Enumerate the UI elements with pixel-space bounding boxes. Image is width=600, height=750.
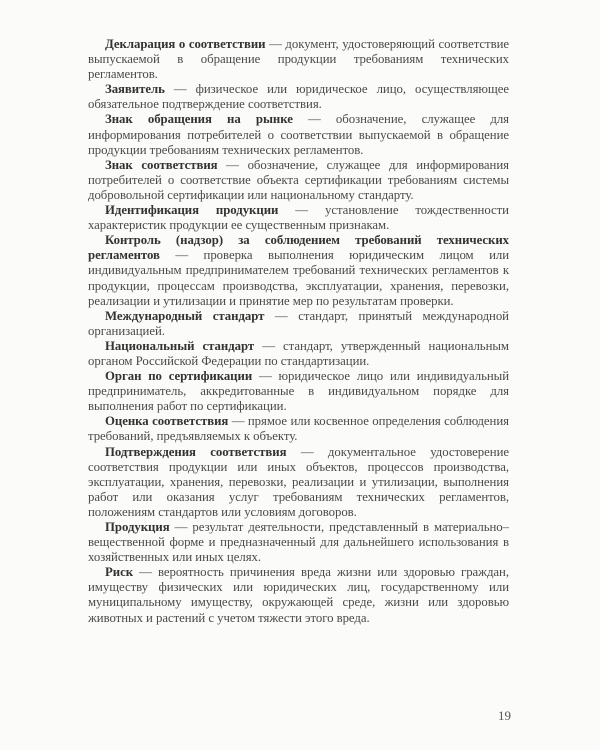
term: Знак соответствия bbox=[105, 157, 218, 172]
glossary-entry bbox=[88, 369, 509, 414]
definition: — проверка выполнения юридическим лицом или индивидуальным предпринимателем требований технических регламентов к продукции, процессам производства, эксплуатации, хранения, перевозки, реализации и утилизации и принятие мер по результатам проверки. bbox=[88, 248, 509, 308]
term: Знак обращения на рынке bbox=[105, 112, 293, 127]
glossary-entry bbox=[88, 112, 509, 157]
glossary-page bbox=[88, 37, 509, 626]
term: Риск bbox=[105, 565, 134, 580]
glossary-entry bbox=[88, 414, 509, 444]
definition: — документ, удостоверяющий соответствие выпускаемой в обращение продукции требованиям технических регламентов. bbox=[88, 37, 510, 82]
page-number: 19 bbox=[498, 708, 511, 723]
term: Оценка соответствия bbox=[105, 414, 229, 429]
definition: — вероятность причинения вреда жизни или здоровью граждан, имуществу физических или юридических лиц, государственному или муниципальному имуществу, окружающей среде, жизни или здоровью животных и растений с учетом тяжести этого вреда. bbox=[88, 565, 509, 625]
term: Международный стандарт bbox=[105, 308, 265, 323]
glossary-entry bbox=[88, 339, 509, 369]
glossary-entry bbox=[88, 309, 509, 339]
term: Идентификация продукции bbox=[105, 203, 279, 218]
term: Продукция bbox=[105, 520, 170, 534]
definition: — обозначение, служащее для информирования потребителей о соответствие объекта сертификации требованиям системы добровольной сертификации или национальному стандарту. bbox=[88, 157, 509, 202]
term: Подтверждения соответствия bbox=[105, 444, 287, 459]
definition: — обозначение, служащее для информирования потребителей о соответствии выпускаемой в обращение продукции требованиям технических регламентов. bbox=[88, 112, 509, 157]
glossary-entry bbox=[88, 203, 509, 233]
definition: — стандарт, утвержденный национальным органом Российской Федерации по стандартизации. bbox=[88, 338, 509, 368]
definition: — юридическое лицо или индивидуальный предприниматель, аккредитованные в индивидуальном порядке для выполнения работ по сертификации. bbox=[88, 369, 509, 414]
definition: — физическое или юридическое лицо, осуществляющее обязательное подтверждение соответствия. bbox=[88, 82, 509, 112]
definition: — установление тождественности характеристик продукции ее существенным признакам. bbox=[88, 203, 509, 233]
glossary-entry bbox=[88, 37, 509, 82]
glossary-entry bbox=[88, 520, 509, 565]
term: Национальный стандарт bbox=[105, 338, 255, 353]
term: Декларация о соответствии bbox=[105, 37, 266, 51]
term: Орган по сертификации bbox=[105, 369, 253, 384]
definition: — стандарт, принятый международной организацией. bbox=[88, 308, 509, 338]
term: Заявитель bbox=[105, 82, 165, 97]
glossary-entry bbox=[88, 82, 509, 112]
glossary-entry bbox=[88, 565, 509, 625]
glossary-entry bbox=[88, 233, 509, 308]
definition: — результат деятельности, представленный в материально–вещественной форме и предназначенный для дальнейшего использования в хозяйственных или иных целях. bbox=[88, 520, 509, 565]
glossary-entry bbox=[88, 158, 509, 203]
term: Контроль (надзор) за соблюдением требований технических регламентов bbox=[88, 233, 509, 263]
glossary-entry bbox=[88, 445, 509, 520]
definition: — документальное удостоверение соответствия продукции или иных объектов, процессов производства, эксплуатации, хранения, перевозки, реализации и утилизации, выполнения работ или оказания услуг требованиям технических регламентов, положениям стандартов или условиям договоров. bbox=[88, 444, 509, 519]
definition: — прямое или косвенное определения соблюдения требований, предъявляемых к объекту. bbox=[88, 414, 509, 444]
